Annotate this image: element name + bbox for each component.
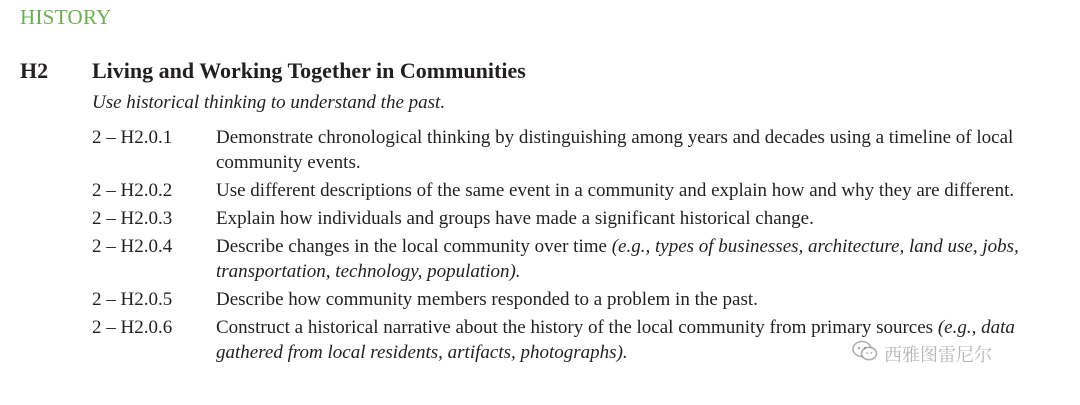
expectation-text: Explain how individuals and groups have made a significant historical change.: [216, 208, 814, 229]
expectation-text: Construct a historical narrative about the history of the local community from primary sources (e.g., data gathered from local residents, artifacts, photographs).: [216, 317, 1015, 363]
standard-title: Living and Working Together in Communities: [92, 58, 526, 83]
expectation-row: [92, 125, 1067, 175]
watermark: [848, 340, 996, 367]
expectation-text: Describe how community members responded to a problem in the past.: [216, 289, 758, 310]
expectation-code: 2 – H2.0.3: [92, 208, 173, 229]
expectation-text: Use different descriptions of the same event in a community and explain how and why they are different.: [216, 180, 1015, 201]
expectation-code: 2 – H2.0.6: [92, 317, 173, 338]
expectation-code: 2 – H2.0.5: [92, 289, 173, 310]
expectation-code: 2 – H2.0.4: [92, 236, 173, 257]
section-label: HISTORY: [20, 5, 112, 29]
expectation-row: [92, 206, 1067, 231]
expectation-row: [92, 178, 1067, 203]
expectation-text: Demonstrate chronological thinking by distinguishing among years and decades using a timeline of local community events.: [216, 127, 1014, 173]
wechat-icon: [852, 340, 878, 367]
standard-code: H2: [20, 58, 49, 83]
standard-subtitle: Use historical thinking to understand the past.: [92, 92, 446, 113]
expectation-row: [92, 234, 1067, 284]
expectation-code: 2 – H2.0.1: [92, 127, 173, 148]
expectations-list: [92, 125, 1067, 368]
expectation-code: 2 – H2.0.2: [92, 180, 173, 201]
watermark-text: 西雅图雷尼尔: [884, 344, 992, 366]
expectation-text: Describe changes in the local community over time (e.g., types of businesses, architecture, land use, jobs, transportation, technology, population).: [216, 236, 1019, 282]
expectation-row: [92, 287, 1067, 312]
